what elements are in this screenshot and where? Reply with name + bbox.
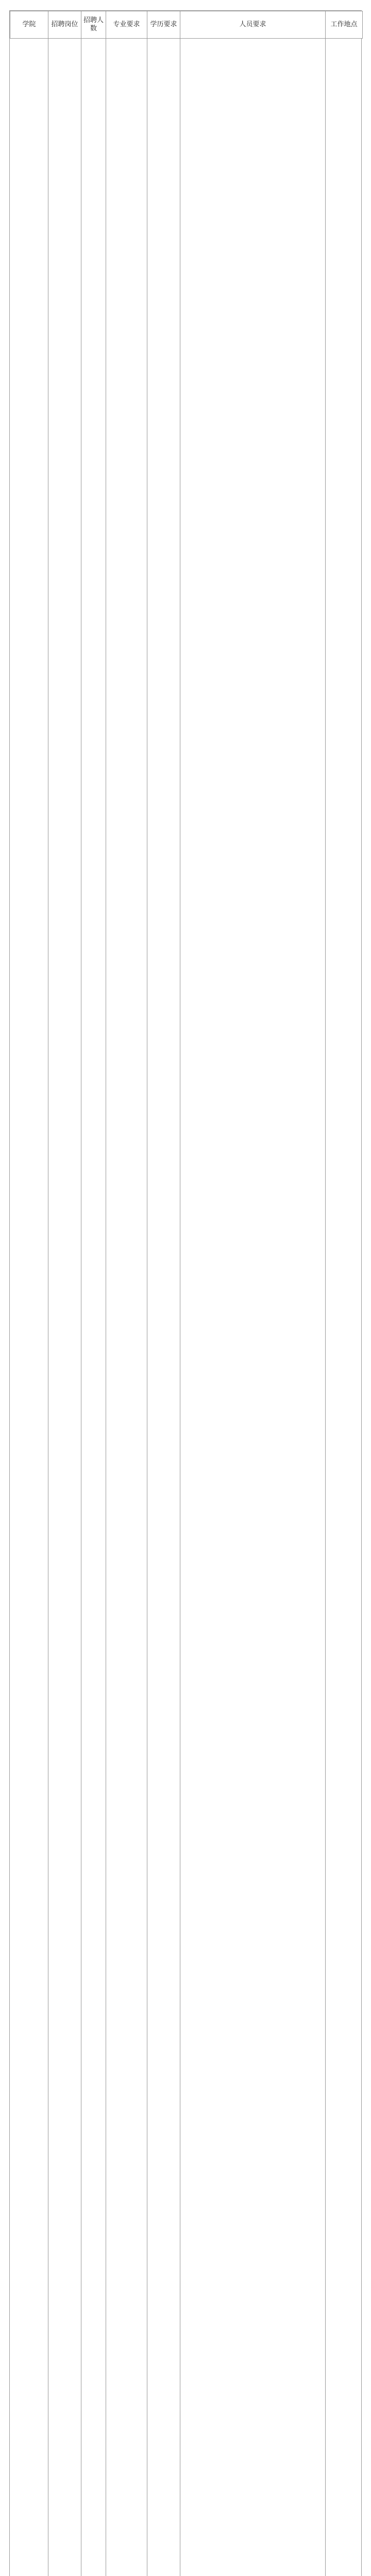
header-degree: 学历要求	[147, 11, 180, 39]
table-body-area	[10, 37, 361, 2576]
recruitment-table	[10, 11, 363, 39]
header-headcount: 招聘人数	[81, 11, 106, 39]
header-work-location: 工作地点	[326, 11, 363, 39]
header-position: 招聘岗位	[48, 11, 81, 39]
table-header-row	[10, 11, 363, 39]
header-major: 专业要求	[106, 11, 147, 39]
recruitment-table-page	[9, 10, 362, 2576]
header-requirements: 人员要求	[180, 11, 326, 39]
header-college: 学院	[10, 11, 48, 39]
